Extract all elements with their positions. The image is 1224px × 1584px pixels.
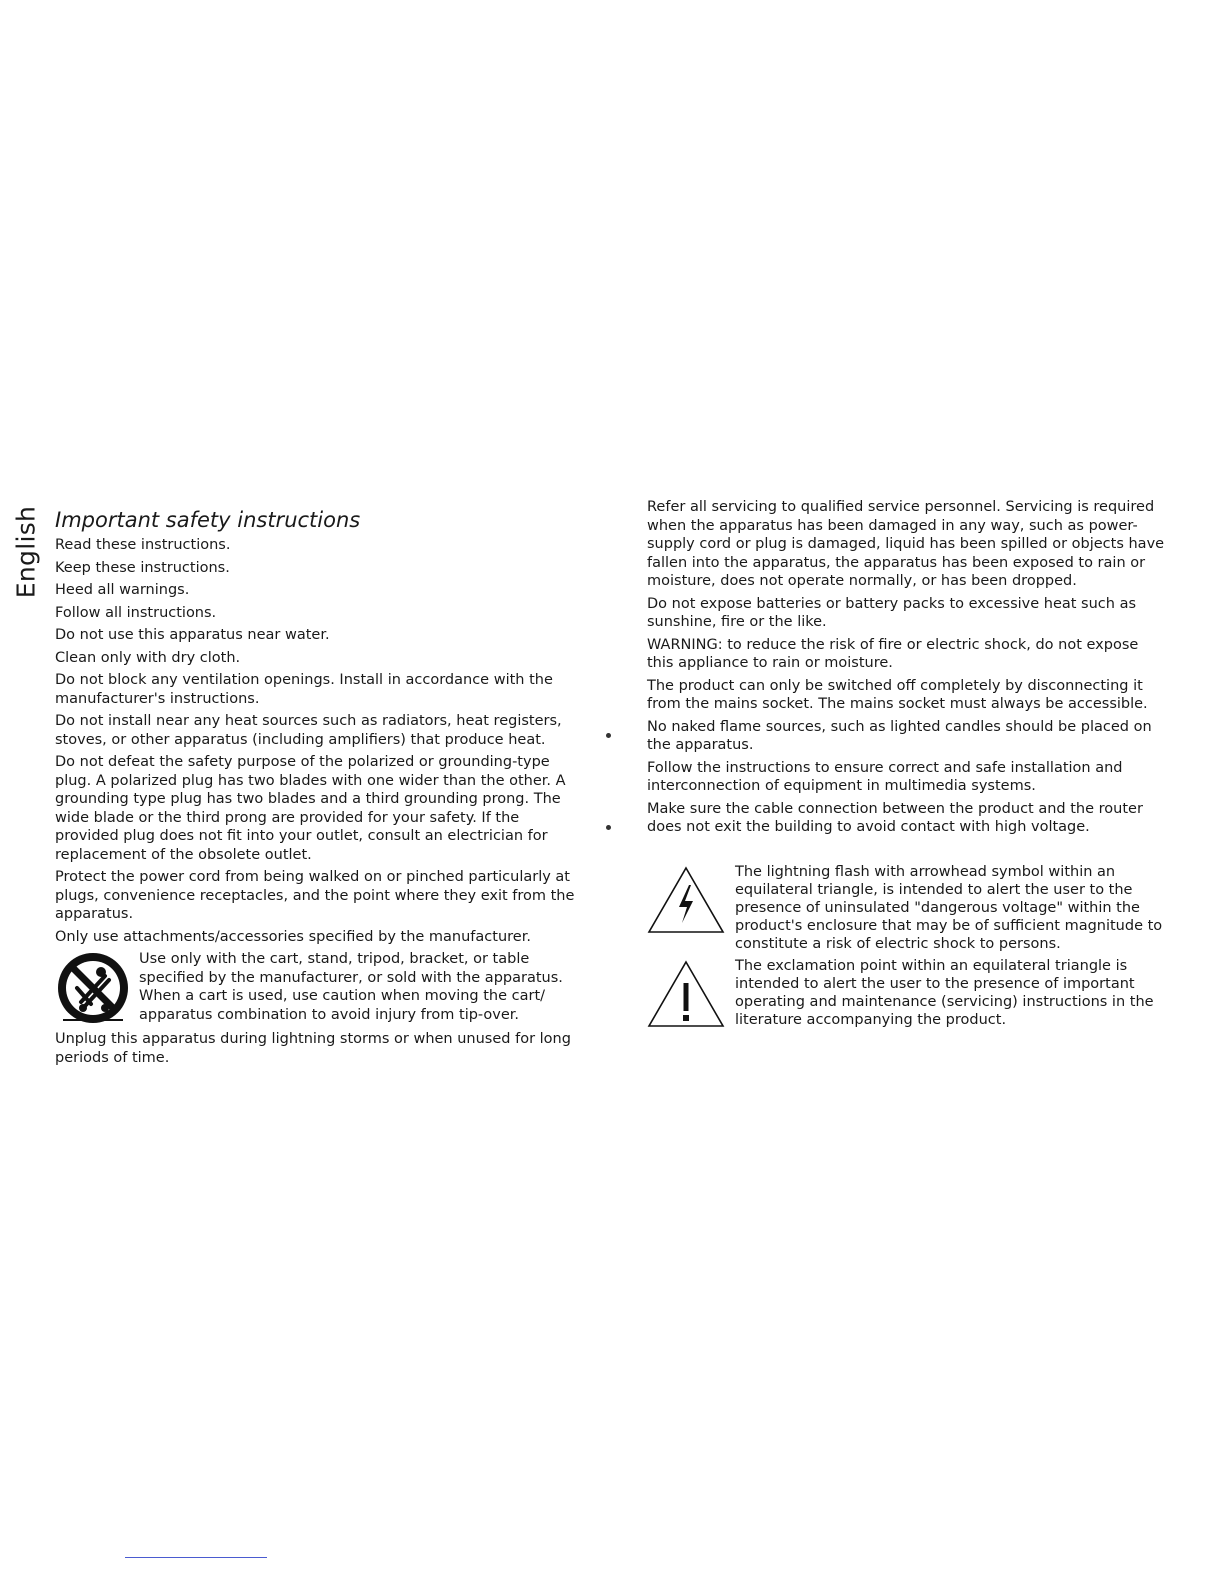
cart-tip-over-warning-icon	[55, 950, 131, 1026]
instruction-item: Refer all servicing to qualified service personnel. Servicing is required when the apparatus has been damaged in any way, such as power-supply cord or plug is damaged, liquid has been spilled or objects have fallen into the apparatus, the apparatus has been exposed to rain or moisture, does not operate normally, or has been dropped.	[647, 499, 1165, 589]
lightning-symbol-block	[647, 863, 1167, 953]
language-side-label	[11, 505, 41, 599]
instruction-item: Unplug this apparatus during lightning storms or when unused for long periods of time.	[55, 1031, 571, 1066]
instruction-item: Do not install near any heat sources such as radiators, heat registers, stoves, or other apparatus (including amplifiers) that produce heat.	[55, 713, 562, 748]
language-label-text: English	[11, 505, 41, 599]
instruction-item: Follow all instructions.	[55, 604, 217, 621]
instruction-item: The product can only be switched off completely by disconnecting it from the mains socket. The mains socket must always be accessible.	[647, 677, 1148, 712]
instruction-item: Keep these instructions.	[55, 559, 230, 576]
instruction-item: Do not defeat the safety purpose of the polarized or grounding-type plug. A polarized plug has two blades with one wider than the other. A grounding type plug has two blades and a third grounding prong. The wide blade or the third prong are provided for your safety. If the provided plug does not fit into your outlet, consult an electrician for replacement of the obsolete outlet.	[55, 754, 566, 863]
exclamation-symbol-text: The exclamation point within an equilateral triangle is intended to alert the user to the presence of important operating and maintenance (servicing) instructions in the literature accompanying the product.	[735, 957, 1154, 1028]
instruction-item: Protect the power cord from being walked on or pinched particularly at plugs, convenience receptacles, and the point where they exit from the apparatus.	[55, 869, 575, 922]
footer-rule	[125, 1557, 267, 1558]
lightning-symbol-text: The lightning flash with arrowhead symbol within an equilateral triangle, is intended to alert the user to the presence of uninsulated "dangerous voltage" within the product's enclosure that may be of sufficient magnitude to constitute a risk of electric shock to persons.	[735, 863, 1163, 952]
instruction-item: Make sure the cable connection between the product and the router does not exit the building to avoid contact with high voltage.	[647, 800, 1143, 835]
instruction-item: WARNING: to reduce the risk of fire or electric shock, do not expose this appliance to rain or moisture.	[647, 636, 1139, 671]
margin-mark	[606, 733, 611, 738]
instruction-item: Clean only with dry cloth.	[55, 649, 241, 666]
exclamation-triangle-icon	[647, 959, 725, 1029]
instruction-item: Do not expose batteries or battery packs to excessive heat such as sunshine, fire or the like.	[647, 595, 1137, 630]
left-column	[55, 508, 575, 1071]
instruction-item: Read these instructions.	[55, 537, 231, 553]
cart-warning-text: Use only with the cart, stand, tripod, bracket, or table specified by the manufacturer, or sold with the apparatus. When a cart is used, use caution when moving the cart/ apparatus combination to avoid injury from tip-over.	[139, 951, 563, 1023]
margin-mark	[606, 825, 611, 830]
safety-instruction-list	[55, 536, 575, 946]
exclamation-symbol-block	[647, 957, 1167, 1029]
instruction-item: Do not block any ventilation openings. Install in accordance with the manufacturer's instructions.	[55, 672, 553, 707]
lightning-triangle-icon	[647, 865, 725, 935]
cart-warning-block	[55, 950, 575, 1026]
instruction-item: Only use attachments/accessories specified by the manufacturer.	[55, 928, 531, 945]
instruction-item: No naked flame sources, such as lighted candles should be placed on the apparatus.	[647, 718, 1152, 753]
instruction-item: Heed all warnings.	[55, 582, 190, 598]
instruction-item: Follow the instructions to ensure correct and safe installation and interconnection of equipment in multimedia systems.	[647, 759, 1123, 794]
instruction-item: Do not use this apparatus near water.	[55, 627, 330, 643]
section-title: Important safety instructions	[55, 508, 361, 532]
right-column	[647, 498, 1167, 1029]
